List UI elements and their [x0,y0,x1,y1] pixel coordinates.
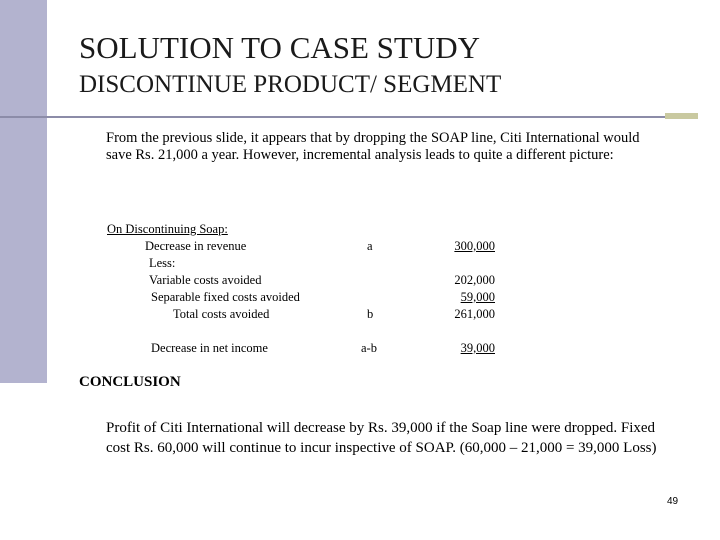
variable-costs-label: Variable costs avoided [149,273,262,287]
total-costs-value: 261,000 [454,307,495,321]
intro-paragraph: From the previous slide, it appears that by dropping the SOAP line, Citi International would save Rs. 21,000 a year. However, incremental analysis leads to quite a different picture: [106,130,640,163]
left-accent-bar [0,0,47,383]
conclusion-body: Profit of Citi International will decrease by Rs. 39,000 if the Soap line were dropped. Fixed cost Rs. 60,000 will continue to incur inspective of SOAP. (60,000 – 21,000 = 39,000 Loss) [106,420,657,456]
slide-subtitle: DISCONTINUE PRODUCT/ SEGMENT [79,71,502,98]
slide-title: SOLUTION TO CASE STUDY [79,30,481,65]
decrease-revenue-label: Decrease in revenue [145,239,247,253]
separable-fixed-value: 59,000 [460,290,495,304]
total-costs-marker: b [367,307,374,321]
decrease-revenue-marker: a [367,239,373,253]
net-income-value: 39,000 [460,341,495,355]
title-divider [0,116,665,118]
divider-accent [665,113,698,119]
variable-costs-value: 202,000 [454,273,495,287]
conclusion-heading: CONCLUSION [79,374,181,390]
separable-fixed-label: Separable fixed costs avoided [151,290,300,304]
decrease-revenue-value: 300,000 [454,239,495,253]
net-income-label: Decrease in net income [151,341,268,355]
net-income-marker: a-b [361,341,377,355]
analysis-heading: On Discontinuing Soap: [107,222,228,236]
less-label: Less: [149,256,176,270]
total-costs-label: Total costs avoided [173,307,270,321]
page-number: 49 [667,496,679,507]
